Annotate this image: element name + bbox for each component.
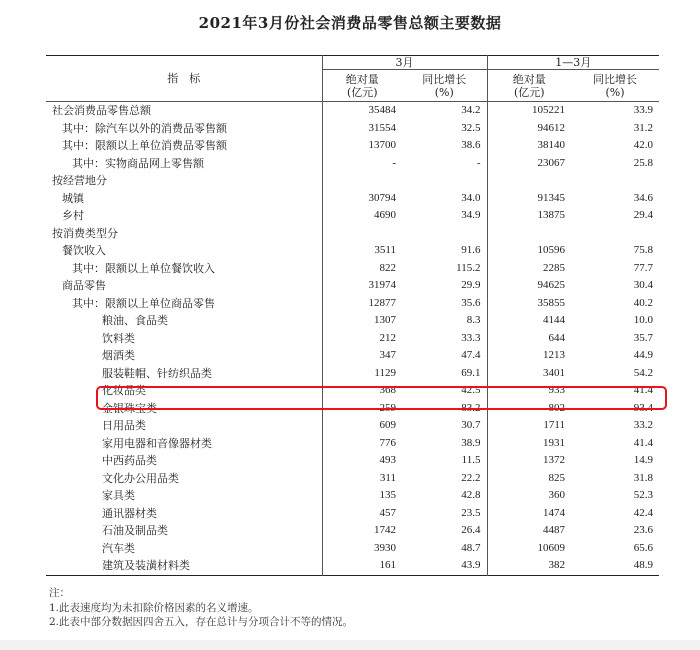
table-row bbox=[46, 102, 659, 120]
q1-abs-cell: 644 bbox=[487, 330, 571, 348]
march-yoy-cell: 26.4 bbox=[461, 524, 481, 536]
table-row bbox=[46, 260, 659, 278]
abs-header-line2: (亿元) bbox=[346, 85, 378, 99]
march-yoy-cell: 69.1 bbox=[461, 366, 481, 379]
march-abs-cell: 12877 bbox=[368, 296, 396, 309]
table-row bbox=[46, 137, 659, 155]
q1-yoy-cell: 77.7 bbox=[633, 261, 653, 274]
q1-abs-cell: 23067 bbox=[487, 155, 571, 173]
march-yoy-cell: 34.2 bbox=[461, 104, 481, 116]
march-abs-cell: 1742 bbox=[374, 524, 396, 536]
table-row bbox=[46, 190, 659, 208]
row-label: 其中：限额以上单位商品零售 bbox=[46, 295, 322, 313]
row-label: 其中：除汽车以外的消费品零售额 bbox=[46, 120, 322, 138]
retail-sales-table-container bbox=[46, 55, 659, 576]
q1-yoy-cell: 35.7 bbox=[633, 331, 653, 344]
q1-yoy-cell: 29.4 bbox=[633, 209, 653, 221]
row-label: 其中：限额以上单位餐饮收入 bbox=[46, 260, 322, 278]
table-row bbox=[46, 400, 659, 418]
march-group-header: 3月 bbox=[322, 56, 487, 70]
q1-abs-cell: 360 bbox=[487, 487, 571, 505]
march-yoy-cell: 34.0 bbox=[461, 191, 481, 204]
q1-abs-cell: 105221 bbox=[487, 102, 571, 120]
q1-abs-cell bbox=[487, 225, 571, 243]
row-label: 社会消费品零售总额 bbox=[46, 102, 322, 120]
row-label: 餐饮收入 bbox=[46, 242, 322, 260]
table-row bbox=[46, 312, 659, 330]
march-yoy-cell: 47.4 bbox=[461, 349, 481, 361]
table-row bbox=[46, 295, 659, 313]
q1-yoy-cell: 25.8 bbox=[633, 156, 653, 169]
notes-line-2: 2.此表中部分数据因四舍五入，存在总计与分项合计不等的情况。 bbox=[49, 616, 354, 628]
q1-yoy-cell: 33.2 bbox=[633, 419, 653, 431]
march-abs-cell: 35484 bbox=[368, 104, 396, 116]
march-yoy-cell: - bbox=[476, 156, 481, 169]
q1-abs-cell: 94612 bbox=[487, 120, 571, 138]
march-yoy-cell: 8.3 bbox=[466, 314, 481, 326]
retail-sales-table bbox=[46, 55, 659, 576]
march-abs-cell: 822 bbox=[379, 261, 396, 274]
q1-abs-cell: 38140 bbox=[487, 137, 571, 155]
table-row bbox=[46, 487, 659, 505]
march-yoy-cell: 38.6 bbox=[461, 139, 481, 151]
march-abs-cell: 135 bbox=[379, 489, 396, 501]
march-yoy-cell: 23.5 bbox=[461, 506, 481, 519]
table-row bbox=[46, 277, 659, 295]
q1-yoy-cell bbox=[571, 225, 659, 243]
row-label: 化妆品类 bbox=[46, 382, 322, 400]
table-row bbox=[46, 207, 659, 225]
row-label: 按经营地分 bbox=[46, 172, 322, 190]
march-yoy-cell bbox=[402, 172, 487, 190]
q1-group-header: 1—3月 bbox=[487, 56, 659, 70]
march-yoy-cell: 35.6 bbox=[461, 296, 481, 309]
q1-yoy-cell bbox=[571, 172, 659, 190]
table-row bbox=[46, 155, 659, 173]
q1-yoy-cell: 52.3 bbox=[633, 489, 653, 501]
march-abs-cell: 13700 bbox=[368, 139, 396, 151]
row-label: 通讯器材类 bbox=[46, 505, 322, 523]
q1-yoy-cell: 48.9 bbox=[633, 559, 653, 571]
table-row bbox=[46, 330, 659, 348]
page-bottom-band bbox=[0, 640, 700, 650]
q1-abs-cell: 4144 bbox=[487, 312, 571, 330]
march-abs-header bbox=[322, 70, 402, 102]
table-row bbox=[46, 382, 659, 400]
march-yoy-cell: 33.3 bbox=[461, 331, 481, 344]
q1-yoy-cell: 65.6 bbox=[633, 541, 653, 554]
march-yoy-cell: 42.5 bbox=[461, 384, 481, 396]
q1-abs-cell: 4487 bbox=[487, 522, 571, 540]
q1-yoy-cell: 93.4 bbox=[633, 401, 653, 414]
march-abs-cell bbox=[322, 172, 402, 190]
q1-yoy-cell: 30.4 bbox=[633, 279, 653, 291]
yoy-header-line2: (%) bbox=[605, 85, 625, 99]
row-label: 其中：限额以上单位消费品零售额 bbox=[46, 137, 322, 155]
notes-line-1: 1.此表速度均为未扣除价格因素的名义增速。 bbox=[49, 601, 259, 614]
table-row bbox=[46, 347, 659, 365]
row-label: 石油及制品类 bbox=[46, 522, 322, 540]
row-label: 商品零售 bbox=[46, 277, 322, 295]
row-label: 乡村 bbox=[46, 207, 322, 225]
march-abs-cell: 30794 bbox=[368, 191, 396, 204]
q1-abs-cell: 1372 bbox=[487, 452, 571, 470]
q1-yoy-cell: 23.6 bbox=[633, 524, 653, 536]
index-column-header: 指 标 bbox=[46, 56, 322, 102]
march-abs-cell: 3511 bbox=[374, 244, 396, 256]
march-yoy-cell: 91.6 bbox=[461, 244, 481, 256]
table-row bbox=[46, 417, 659, 435]
page-title: 2021年3月份社会消费品零售总额主要数据 bbox=[198, 14, 502, 32]
march-yoy-cell bbox=[402, 225, 487, 243]
march-abs-cell: 1129 bbox=[374, 366, 396, 379]
q1-abs-cell: 10596 bbox=[487, 242, 571, 260]
q1-yoy-cell: 34.6 bbox=[633, 191, 653, 204]
q1-yoy-cell: 10.0 bbox=[633, 314, 653, 326]
table-body bbox=[46, 102, 659, 576]
abs-header-line1: 绝对量 bbox=[512, 72, 546, 86]
march-abs-cell: 1307 bbox=[374, 314, 396, 326]
march-abs-cell: 347 bbox=[379, 349, 396, 361]
yoy-header-line2: (%) bbox=[434, 85, 454, 99]
march-yoy-cell: 38.9 bbox=[461, 436, 481, 449]
table-row bbox=[46, 557, 659, 575]
row-label: 其中：实物商品网上零售额 bbox=[46, 155, 322, 173]
q1-abs-cell: 382 bbox=[487, 557, 571, 575]
march-abs-cell: 493 bbox=[379, 454, 396, 466]
q1-yoy-header bbox=[571, 70, 659, 102]
row-label: 饮料类 bbox=[46, 330, 322, 348]
yoy-header-line1: 同比增长 bbox=[593, 72, 637, 86]
table-row bbox=[46, 470, 659, 488]
row-label: 中西药品类 bbox=[46, 452, 322, 470]
row-label: 家用电器和音像器材类 bbox=[46, 435, 322, 453]
q1-yoy-cell: 54.2 bbox=[633, 366, 653, 379]
table-row bbox=[46, 242, 659, 260]
q1-yoy-cell: 31.2 bbox=[633, 121, 653, 134]
q1-abs-header bbox=[487, 70, 571, 102]
notes-label: 注： bbox=[49, 587, 70, 599]
q1-abs-cell: 933 bbox=[487, 382, 571, 400]
march-abs-cell: 31554 bbox=[368, 121, 396, 134]
row-label: 粮油、食品类 bbox=[46, 312, 322, 330]
abs-header-line1: 绝对量 bbox=[345, 72, 379, 86]
q1-abs-cell: 1213 bbox=[487, 347, 571, 365]
march-yoy-cell: 34.9 bbox=[461, 209, 481, 221]
march-yoy-cell: 29.9 bbox=[461, 279, 481, 291]
q1-abs-cell: 825 bbox=[487, 470, 571, 488]
q1-abs-cell: 94625 bbox=[487, 277, 571, 295]
table-row bbox=[46, 435, 659, 453]
row-label: 日用品类 bbox=[46, 417, 322, 435]
table-row bbox=[46, 540, 659, 558]
table-row bbox=[46, 452, 659, 470]
q1-yoy-cell: 40.2 bbox=[633, 296, 653, 309]
q1-yoy-cell: 14.9 bbox=[633, 454, 653, 466]
q1-abs-cell: 10609 bbox=[487, 540, 571, 558]
q1-yoy-cell: 44.9 bbox=[633, 349, 653, 361]
row-label: 烟酒类 bbox=[46, 347, 322, 365]
march-yoy-cell: 115.2 bbox=[456, 261, 481, 274]
march-yoy-cell: 30.7 bbox=[461, 419, 481, 431]
abs-header-line2: (亿元) bbox=[513, 85, 545, 99]
march-yoy-cell: 32.5 bbox=[461, 121, 481, 134]
march-abs-cell: 368 bbox=[379, 384, 396, 396]
q1-abs-cell: 3401 bbox=[487, 365, 571, 383]
march-abs-cell: 3930 bbox=[374, 541, 396, 554]
table-row bbox=[46, 225, 659, 243]
table-header bbox=[46, 56, 659, 102]
march-abs-cell bbox=[322, 225, 402, 243]
q1-yoy-cell: 75.8 bbox=[633, 244, 653, 256]
q1-yoy-cell: 41.4 bbox=[633, 436, 653, 449]
q1-abs-cell: 1474 bbox=[487, 505, 571, 523]
table-row bbox=[46, 505, 659, 523]
march-yoy-cell: 42.8 bbox=[461, 489, 481, 501]
row-label: 建筑及装潢材料类 bbox=[46, 557, 322, 575]
march-yoy-header bbox=[402, 70, 487, 102]
q1-abs-cell: 1711 bbox=[487, 417, 571, 435]
row-label: 家具类 bbox=[46, 487, 322, 505]
q1-abs-cell: 35855 bbox=[487, 295, 571, 313]
march-yoy-cell: 43.9 bbox=[461, 559, 481, 571]
march-abs-cell: 457 bbox=[379, 506, 396, 519]
row-label: 按消费类型分 bbox=[46, 225, 322, 243]
march-abs-cell: - bbox=[392, 156, 396, 169]
row-label: 金银珠宝类 bbox=[46, 400, 322, 418]
row-label: 服装鞋帽、针纺织品类 bbox=[46, 365, 322, 383]
march-abs-cell: 161 bbox=[379, 559, 396, 571]
table-row bbox=[46, 120, 659, 138]
q1-abs-cell: 91345 bbox=[487, 190, 571, 208]
q1-yoy-cell: 42.4 bbox=[633, 506, 653, 519]
row-label: 汽车类 bbox=[46, 540, 322, 558]
row-label: 城镇 bbox=[46, 190, 322, 208]
q1-abs-cell: 802 bbox=[487, 400, 571, 418]
table-row bbox=[46, 522, 659, 540]
q1-yoy-cell: 42.0 bbox=[633, 139, 653, 151]
yoy-header-line1: 同比增长 bbox=[422, 72, 467, 86]
march-yoy-cell: 83.2 bbox=[461, 401, 481, 414]
notes-section bbox=[49, 586, 353, 630]
q1-abs-cell: 1931 bbox=[487, 435, 571, 453]
march-abs-cell: 776 bbox=[379, 436, 396, 449]
march-abs-cell: 31974 bbox=[368, 279, 396, 291]
march-abs-cell: 259 bbox=[379, 401, 396, 414]
march-abs-cell: 609 bbox=[379, 419, 396, 431]
q1-abs-cell: 2285 bbox=[487, 260, 571, 278]
q1-abs-cell bbox=[487, 172, 571, 190]
table-row bbox=[46, 365, 659, 383]
march-yoy-cell: 11.5 bbox=[461, 454, 481, 466]
march-abs-cell: 311 bbox=[379, 471, 396, 484]
q1-yoy-cell: 33.9 bbox=[633, 104, 653, 116]
q1-yoy-cell: 31.8 bbox=[633, 471, 653, 484]
q1-yoy-cell: 41.4 bbox=[633, 384, 653, 396]
march-yoy-cell: 22.2 bbox=[461, 471, 481, 484]
row-label: 文化办公用品类 bbox=[46, 470, 322, 488]
march-yoy-cell: 48.7 bbox=[461, 541, 481, 554]
march-abs-cell: 4690 bbox=[374, 209, 396, 221]
q1-abs-cell: 13875 bbox=[487, 207, 571, 225]
march-abs-cell: 212 bbox=[379, 331, 396, 344]
table-row bbox=[46, 172, 659, 190]
